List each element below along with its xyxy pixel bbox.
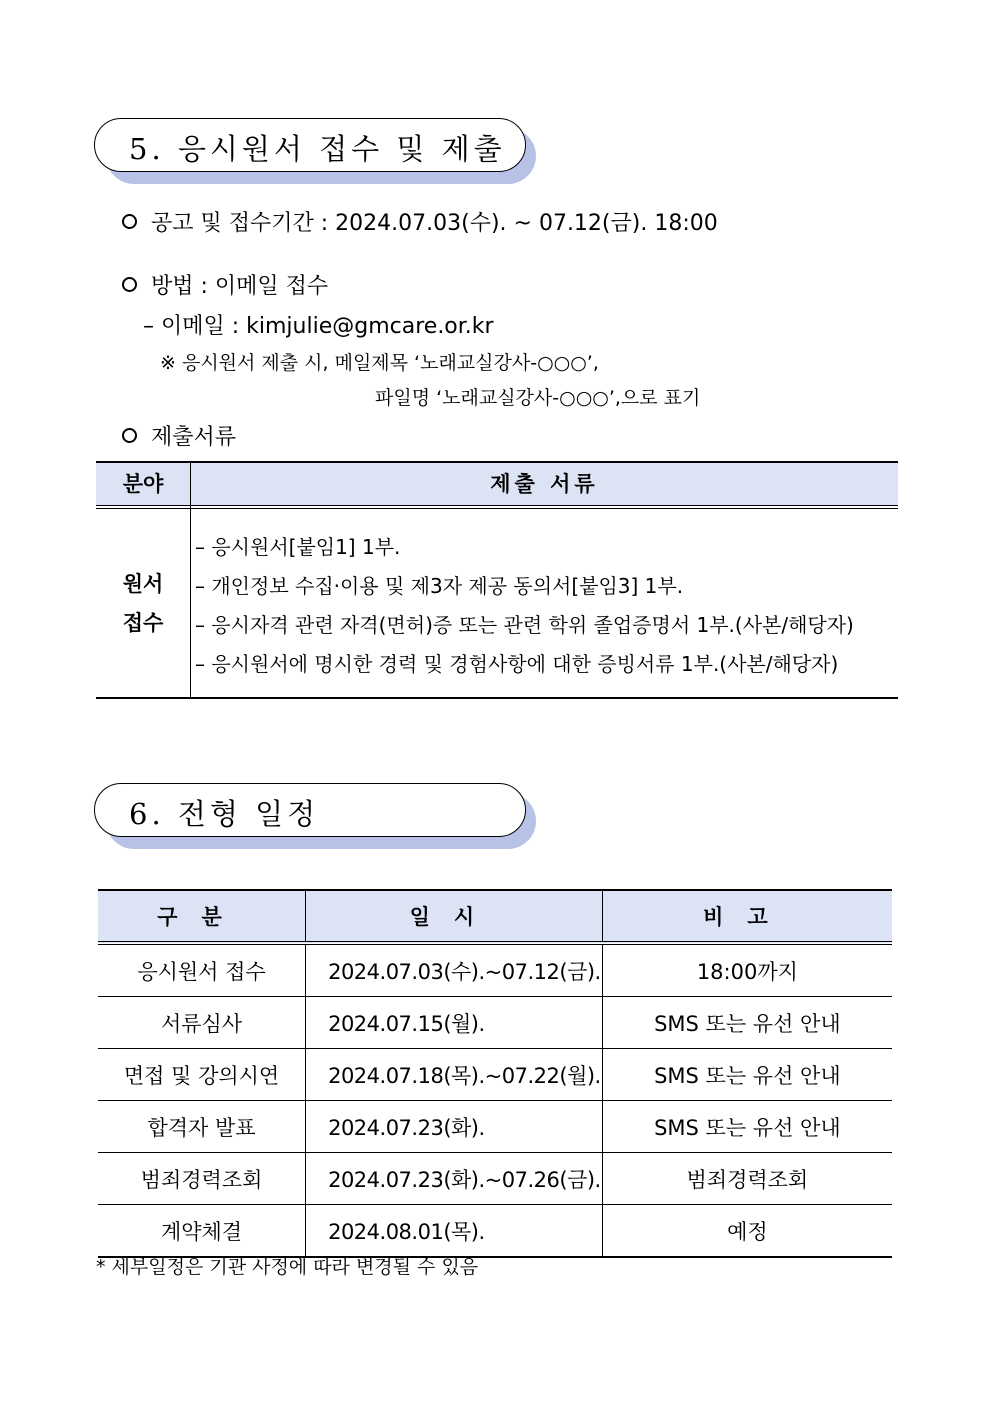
method-line xyxy=(122,269,328,300)
note-cell: SMS 또는 유선 안내 xyxy=(602,997,892,1049)
date-cell: 2024.07.23(화). xyxy=(306,1101,603,1153)
section5-heading-box xyxy=(94,118,534,178)
step-cell: 합격자 발표 xyxy=(98,1101,306,1153)
date-cell: 2024.07.23(화).~07.26(금). xyxy=(306,1153,603,1205)
docs-title-line xyxy=(122,420,236,451)
heading-capsule xyxy=(94,118,526,172)
table-row xyxy=(98,1205,892,1258)
date-cell: 2024.07.03(수).~07.12(금). xyxy=(306,943,603,997)
documents-table xyxy=(96,461,898,699)
field-line-2: 접수 xyxy=(122,611,164,635)
circle-bullet-icon xyxy=(122,214,137,229)
method-text: 방법 : 이메일 접수 xyxy=(151,274,329,299)
note-cell: SMS 또는 유선 안내 xyxy=(602,1049,892,1101)
period-line xyxy=(122,206,718,237)
section6-heading-box xyxy=(94,783,534,843)
date-cell: 2024.08.01(목). xyxy=(306,1205,603,1258)
step-cell: 응시원서 접수 xyxy=(98,943,306,997)
section5-heading: 5. 응시원서 접수 및 제출 xyxy=(129,132,506,166)
note-line-2: 파일명 ‘노래교실강사-○○○’,으로 표기 xyxy=(375,387,701,409)
note-cell: 예정 xyxy=(602,1205,892,1258)
table-row xyxy=(98,997,892,1049)
table-row xyxy=(98,943,892,997)
heading-capsule xyxy=(94,783,526,837)
email-line: – 이메일 : kimjulie@gmcare.or.kr xyxy=(143,314,494,339)
step-cell: 범죄경력조회 xyxy=(98,1153,306,1205)
doc-item: – 개인정보 수집·이용 및 제3자 제공 동의서[붙임3] 1부. xyxy=(195,574,684,598)
table-row xyxy=(98,1153,892,1205)
col-date-header: 일시 xyxy=(306,890,603,943)
note-cell: SMS 또는 유선 안내 xyxy=(602,1101,892,1153)
date-cell: 2024.07.18(목).~07.22(월). xyxy=(306,1049,603,1101)
doc-item: – 응시자격 관련 자격(면허)증 또는 관련 학위 졸업증명서 1부.(사본/해당자) xyxy=(195,613,854,637)
note-cell: 18:00까지 xyxy=(602,943,892,997)
table-row xyxy=(98,1101,892,1153)
note-cell: 범죄경력조회 xyxy=(602,1153,892,1205)
period-text: 공고 및 접수기간 : 2024.07.03(수). ~ 07.12(금). 18:00 xyxy=(151,211,718,236)
field-line-1: 원서 xyxy=(122,572,164,596)
date-cell: 2024.07.15(월). xyxy=(306,997,603,1049)
footnote: * 세부일정은 기관 사정에 따라 변경될 수 있음 xyxy=(96,1256,479,1278)
step-cell: 서류심사 xyxy=(98,997,306,1049)
table-row xyxy=(98,1049,892,1101)
schedule-table xyxy=(98,889,892,1258)
circle-bullet-icon xyxy=(122,277,137,292)
docs-title: 제출서류 xyxy=(151,425,237,450)
col-field-header: 분야 xyxy=(122,472,164,496)
col-note-header: 비고 xyxy=(602,890,892,943)
section6-heading: 6. 전형 일정 xyxy=(129,797,320,831)
circle-bullet-icon xyxy=(122,428,137,443)
col-step-header: 구분 xyxy=(98,890,306,943)
schedule-header-row xyxy=(98,890,892,943)
col-docs-header: 제출 서류 xyxy=(490,472,599,496)
step-cell: 계약체결 xyxy=(98,1205,306,1258)
step-cell: 면접 및 강의시연 xyxy=(98,1049,306,1101)
doc-item: – 응시원서에 명시한 경력 및 경험사항에 대한 증빙서류 1부.(사본/해당자) xyxy=(195,652,839,676)
field-cell xyxy=(96,565,190,643)
note-line-1: ※ 응시원서 제출 시, 메일제목 ‘노래교실강사-○○○’, xyxy=(160,352,599,374)
doc-item: – 응시원서[붙임1] 1부. xyxy=(195,535,401,559)
